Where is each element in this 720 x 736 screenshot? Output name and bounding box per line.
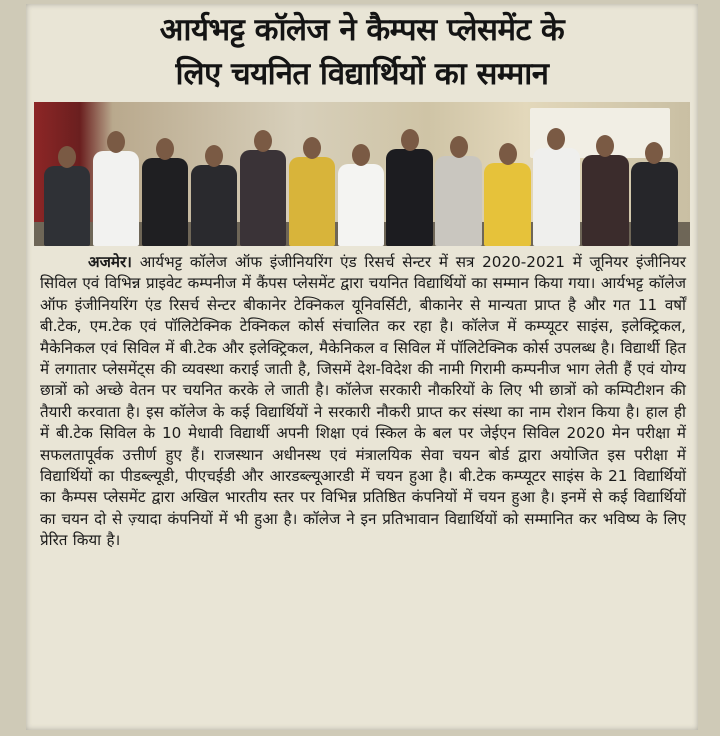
photo-person — [142, 138, 188, 246]
headline-line-2: लिए चयनित विद्यार्थियों का सम्मान — [175, 56, 549, 92]
photo-person — [240, 130, 286, 246]
photo-person — [386, 129, 432, 246]
photo-person — [93, 131, 139, 246]
photo-person — [289, 137, 335, 246]
photo-person — [435, 136, 481, 246]
headline-line-1: आर्यभट्ट कॉलेज ने कैम्पस प्लेसमेंट के — [159, 12, 565, 48]
photo-person — [533, 128, 579, 246]
photo-person — [191, 145, 237, 246]
photo-person — [582, 135, 628, 246]
article-dateline: अजमेर। — [88, 253, 132, 271]
newspaper-clipping — [26, 4, 698, 730]
article-text: आर्यभट्ट कॉलेज ऑफ इंजीनियरिंग एंड रिसर्च सेन्टर में सत्र 2020-2021 में जूनियर इंजीनियर सिविल एवं विभिन्न प्राइवेट कम्पनीज में कैंपस प्लेसमेंट द्वारा चयनित विद्यार्थियों का सम्मान किया गया। आर्यभट्ट कॉलेज ऑफ इंजीनियरिंग एंड रिसर्च सेन्टर बीकानेर टेक्निकल यूनिवर्सिटी, बीकानेर से मान्यता प्राप्त है और गत 11 वर्षों बी.टेक, एम.टेक एवं पॉलिटेक्निक टेक्निकल कोर्स संचालित कर रहा है। कॉलेज में कम्प्यूटर साइंस, इलेक्ट्रिकल, मैकेनिकल एवं सिविल में बी.टेक और इलेक्ट्रिकल, मैकेनिकल व सिविल में पॉलिटेक्निक कोर्स उपलब्ध है। विद्यार्थी हित में लगातार प्लेसमेंट्स की व्यवस्था कराई जाती है, जिसमें देश-विदेश की नामी गिरामी कम्पनीज भाग लेती हैं एवं योग्य छात्रों को अच्छे वेतन पर चयनित करके ले जाती है। कॉलेज सरकारी नौकरियों के लिए भी छात्रों को कम्पिटीशन की तैयारी करवाता है। इस कॉलेज के कई विद्यार्थियों ने सरकारी नौकरी प्राप्त कर संस्था का नाम रोशन किया है। हाल ही में बी.टेक सिविल के 10 मेधावी विद्यार्थी अपनी शिक्षा एवं स्किल के बल पर जेईएन सिविल 2020 मेन परीक्षा में सफलतापूर्वक उत्तीर्ण हुए हैं। राजस्थान अधीनस्थ एवं मंत्रालयिक सेवा चयन बोर्ड द्वारा अयोजित इस परीक्षा में विद्यार्थियों का पीडब्ल्यूडी, पीएचईडी और आरडब्ल्यूआरडी में चयन हुआ है। बी.टेक कम्प्यूटर साइंस के 21 विद्यार्थियों का कैम्पस प्लेसमेंट द्वारा अखिल भारतीय स्तर पर विभिन्न प्रतिष्ठित कंपनियों में चयन हुआ है। इनमें से कई विद्यार्थियों का चयन दो से ज़्यादा कंपनियों में भी हुआ है। कॉलेज ने इन प्रतिभावान विद्यार्थियों को सम्मानित कर भविष्य के लिए प्रेरित किया है। — [40, 253, 686, 550]
photo-person — [631, 142, 677, 246]
headline — [38, 8, 686, 96]
photo-person — [338, 144, 384, 246]
article-body — [40, 252, 686, 552]
photo-person — [484, 143, 530, 246]
photo-person — [44, 146, 90, 246]
group-photo — [34, 102, 690, 246]
